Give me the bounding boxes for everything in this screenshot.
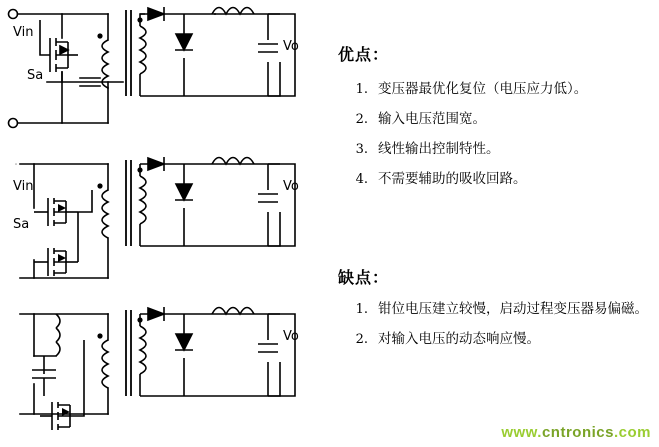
circuit-2 [0, 148, 320, 296]
list-item-number: 1. [355, 302, 368, 317]
list-item [338, 140, 656, 159]
list-item-number: 2. [355, 112, 368, 127]
watermark-suffix: .com [613, 424, 651, 441]
list-item-number: 3. [355, 142, 368, 157]
circuit-3 [0, 296, 320, 444]
watermark [501, 424, 651, 441]
list-item-text: 对输入电压的动态响应慢。 [378, 331, 540, 347]
circuit-1 [0, 0, 320, 148]
list-item-text: 输入电压范围宽。 [378, 111, 486, 127]
list-item [338, 110, 656, 129]
pros-heading: 优点： [338, 45, 390, 64]
list-item-text: 变压器最优化复位（电压应力低）。 [378, 81, 588, 97]
list-item-number: 4. [355, 172, 368, 187]
list-item [338, 80, 656, 99]
svg-text:Vo: Vo [283, 179, 299, 194]
cons-list [338, 300, 656, 360]
list-item [338, 300, 656, 319]
cons-heading: 缺点： [338, 268, 390, 287]
svg-text:Vin: Vin [13, 25, 34, 40]
pros-list [338, 80, 656, 200]
watermark-prefix: www. [501, 424, 542, 441]
svg-text:Vin: Vin [13, 179, 34, 194]
list-item-text: 不需要辅助的吸收回路。 [378, 171, 527, 187]
svg-text:Vo: Vo [283, 329, 299, 344]
svg-text:Sa: Sa [13, 217, 30, 232]
list-item [338, 170, 656, 189]
watermark-main: cntronics [541, 424, 614, 441]
list-item-number: 1. [355, 82, 368, 97]
list-item-text: 线性输出控制特性。 [378, 141, 500, 157]
description-column [330, 0, 659, 447]
circuit-diagrams [0, 0, 320, 447]
list-item-text: 钳位电压建立较慢，启动过程变压器易偏磁。 [378, 301, 648, 317]
list-item [338, 330, 656, 349]
svg-text:Vo: Vo [283, 39, 299, 54]
list-item-number: 2. [355, 332, 368, 347]
svg-text:Sa: Sa [27, 68, 44, 83]
